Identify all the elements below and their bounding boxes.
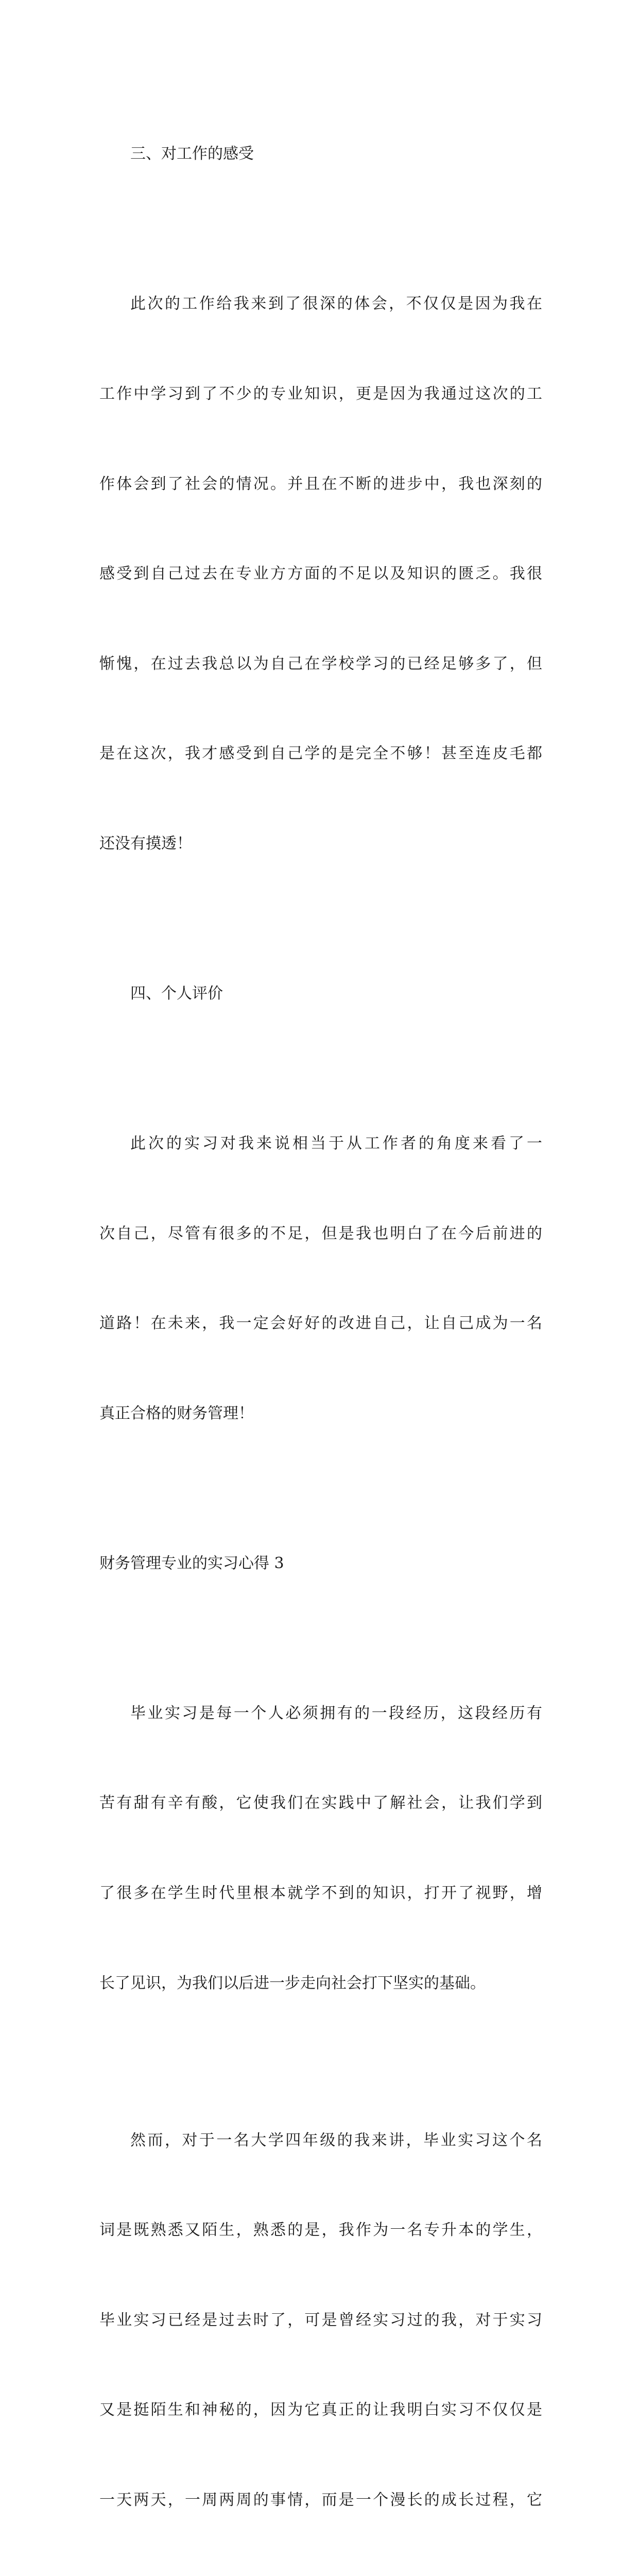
text-line: 工作中学习到了不少的专业知识，更是因为我通过这次的工 <box>99 379 542 409</box>
subheading-work-feelings <box>99 79 542 229</box>
text-line: 了很多在学生时代里根本就学不到的知识，打开了视野，增 <box>99 1878 542 1908</box>
paragraph-internship-reflection <box>99 2065 542 2576</box>
text-line: 惭愧，在过去我总以为自己在学校学习的已经足够多了，但 <box>99 649 542 679</box>
paragraph-self-evaluation <box>99 1069 542 1489</box>
document-body <box>99 79 542 2576</box>
text-line: 还没有摸透！ <box>99 829 542 859</box>
text-line: 毕业实习是每一个人必须拥有的一段经历，这段经历有 <box>99 1699 542 1728</box>
text-line: 毕业实习已经是过去时了，可是曾经实习过的我，对于实习 <box>99 2306 542 2335</box>
text-line: 道路！在未来，我一定会好好的改进自己，让自己成为一名 <box>99 1309 542 1338</box>
paragraph-gap <box>99 2058 542 2065</box>
subheading-self-evaluation <box>99 919 542 1069</box>
paragraph-internship-intro <box>99 1638 542 2058</box>
subheading-text: 三、对工作的感受 <box>99 139 542 169</box>
section-title-text: 财务管理专业的实习心得 3 <box>99 1549 542 1579</box>
text-line: 作体会到了社会的情况。并且在不断的进步中，我也深刻的 <box>99 469 542 499</box>
text-line: 又是挺陌生和神秘的，因为它真正的让我明白实习不仅仅是 <box>99 2395 542 2425</box>
text-line: 一天两天，一周两周的事情，而是一个漫长的成长过程，它 <box>99 2485 542 2515</box>
text-line: 真正合格的财务管理！ <box>99 1399 542 1429</box>
text-line: 是在这次，我才感受到自己学的是完全不够！甚至连皮毛都 <box>99 739 542 769</box>
text-line: 然而，对于一名大学四年级的我来讲，毕业实习这个名 <box>99 2126 542 2156</box>
text-line: 苦有甜有辛有酸，它使我们在实践中了解社会，让我们学到 <box>99 1788 542 1818</box>
text-line: 词是既熟悉又陌生，熟悉的是，我作为一名专升本的学生， <box>99 2215 542 2245</box>
text-line: 感受到自己过去在专业方方面的不足以及知识的匮乏。我很 <box>99 559 542 589</box>
subheading-text: 四、个人评价 <box>99 979 542 1009</box>
text-line: 此次的实习对我来说相当于从工作者的角度来看了一 <box>99 1129 542 1159</box>
section-title <box>99 1488 542 1638</box>
text-line: 此次的工作给我来到了很深的体会，不仅仅是因为我在 <box>99 289 542 319</box>
text-line: 次自己，尽管有很多的不足，但是我也明白了在今后前进的 <box>99 1219 542 1249</box>
paragraph-work-feelings <box>99 229 542 919</box>
text-line: 长了见识，为我们以后进一步走向社会打下坚实的基础。 <box>99 1969 542 1998</box>
document-page <box>0 0 639 904</box>
